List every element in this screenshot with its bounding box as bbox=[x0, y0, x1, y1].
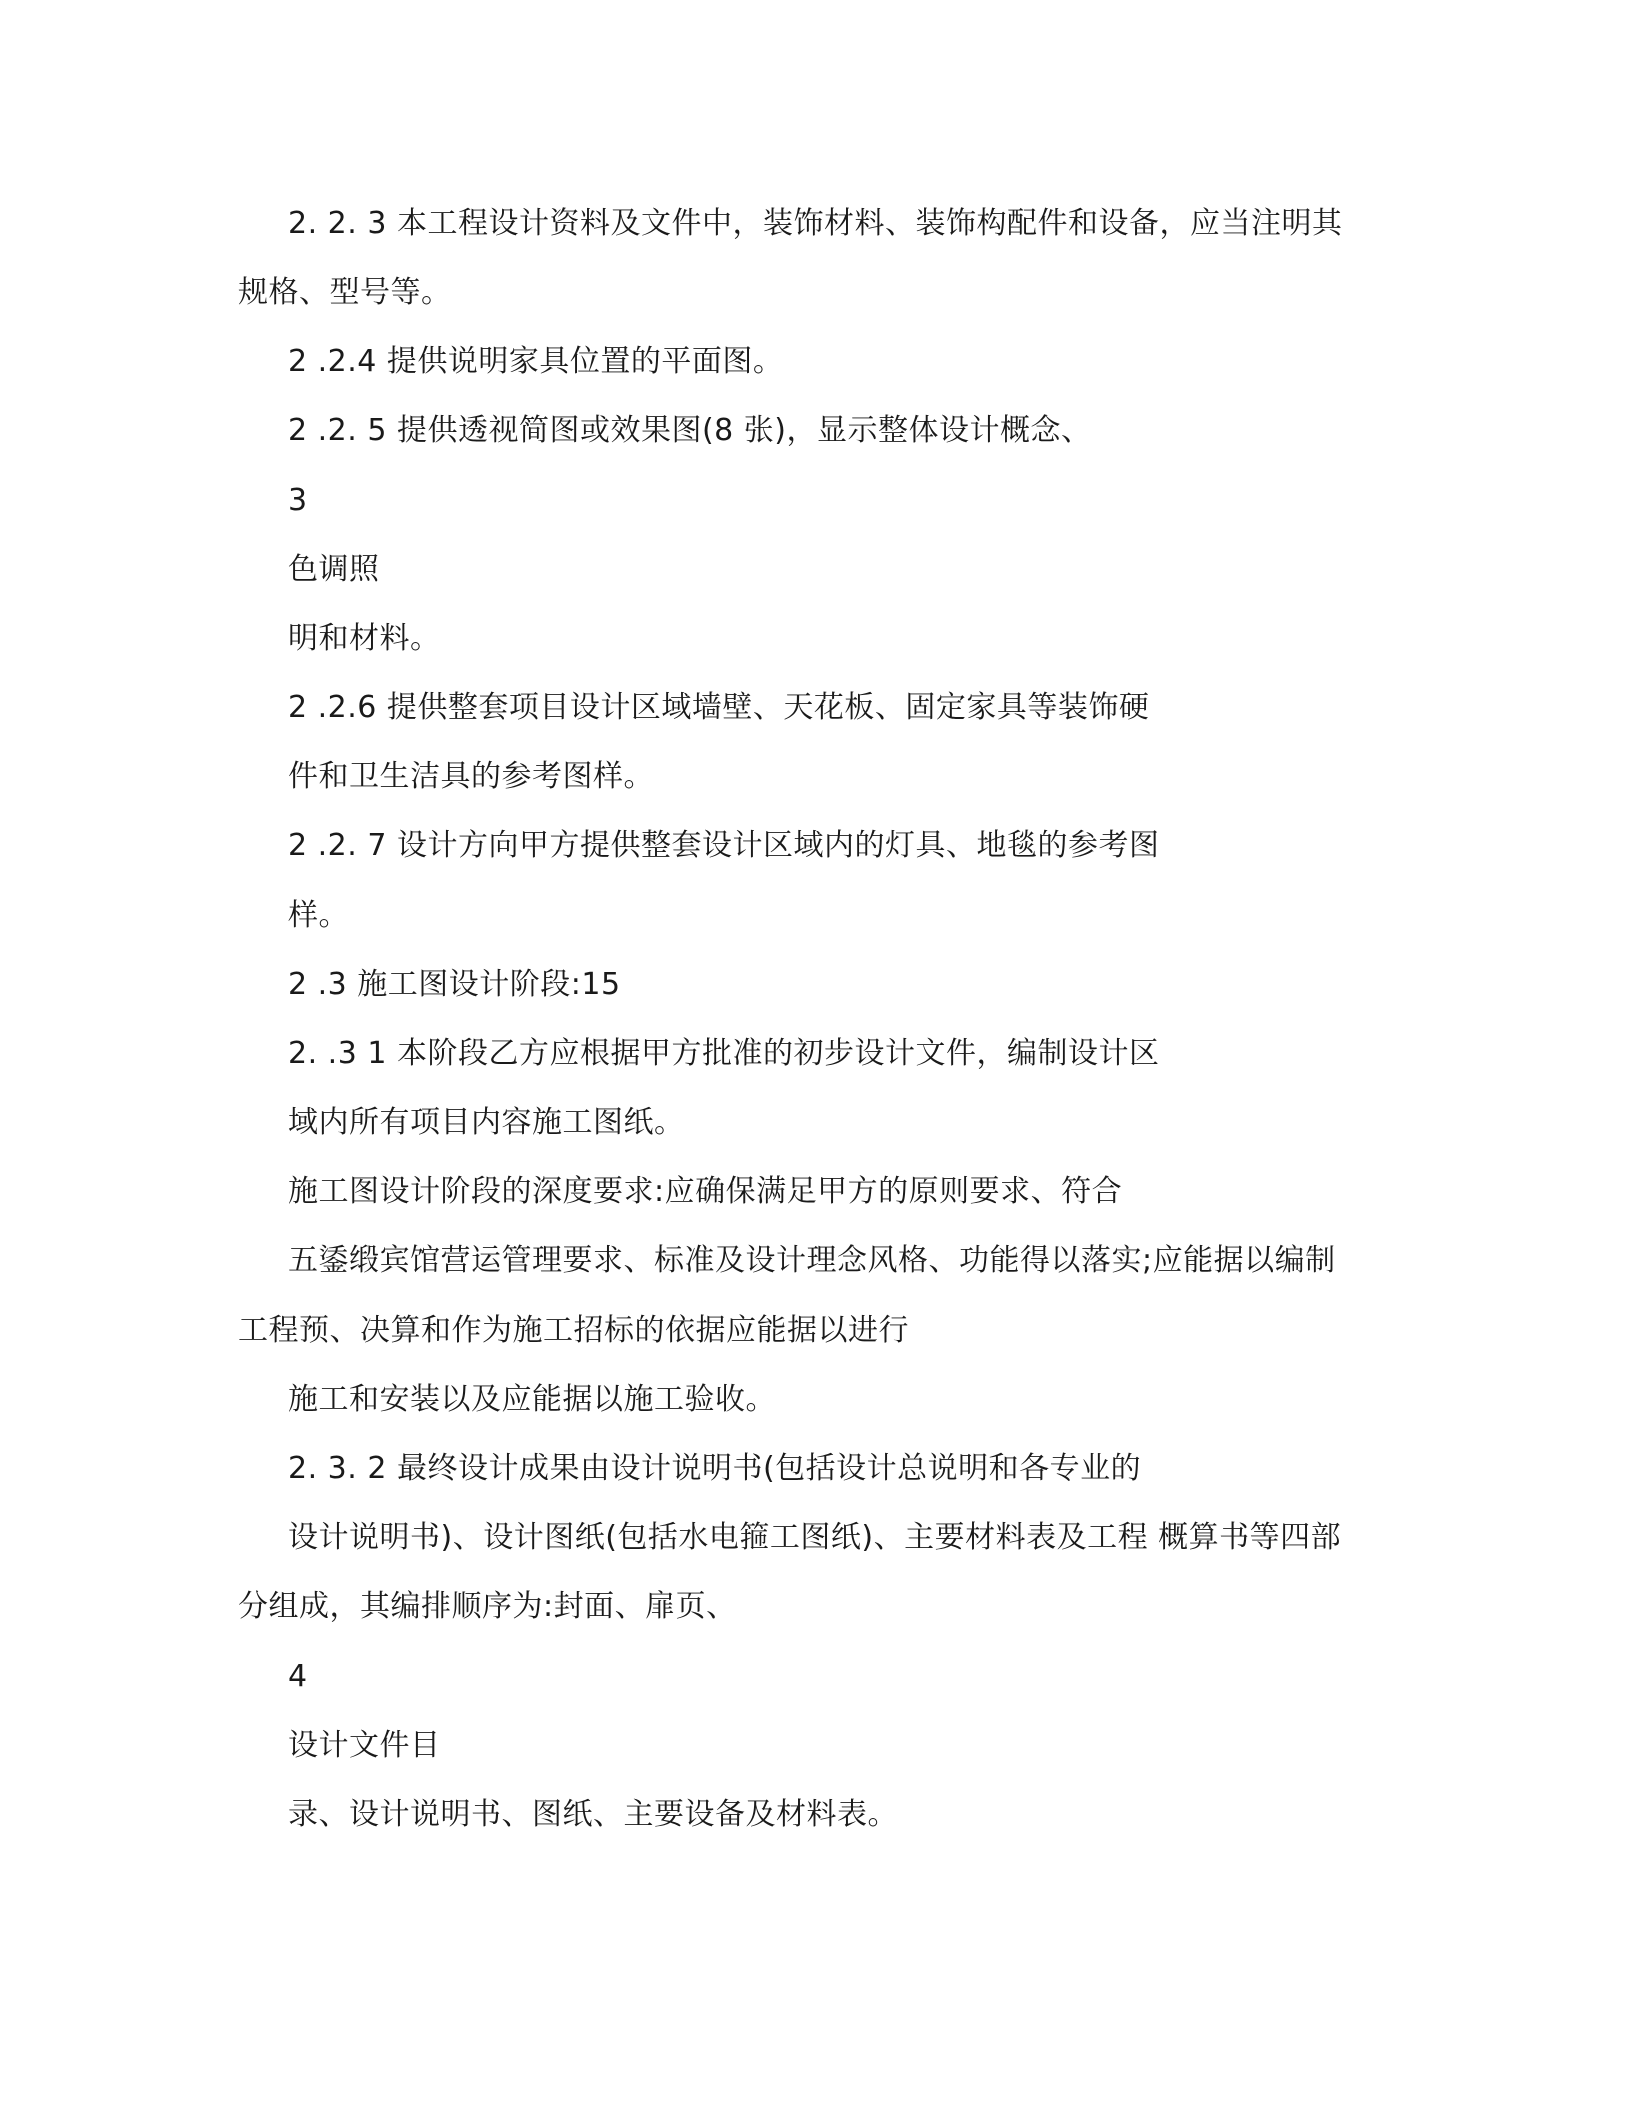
text-line: 2 .2.6 提供整套项目设计区域墙壁、天花板、固定家具等装饰硬 bbox=[288, 690, 1150, 725]
text-line: 件和卫生洁具的参考图样。 bbox=[288, 759, 654, 794]
text-line: 规格、型号等。 bbox=[238, 275, 452, 310]
text-line: 2 .2.4 提供说明家具位置的平面图。 bbox=[288, 344, 784, 379]
text-line: 2. .3 1 本阶段乙方应根据甲方批准的初步设计文件，编制设计区 bbox=[288, 1036, 1160, 1071]
text-line: 录、设计说明书、图纸、主要设备及材料表。 bbox=[288, 1797, 898, 1832]
text-line: 设计文件目 bbox=[288, 1728, 441, 1763]
section-heading: 2 .3 施工图设计阶段:15 bbox=[288, 967, 621, 1002]
text-line: 2. 2. 3 本工程设计资料及文件中，装饰材料、装饰构配件和设备，应当注明其 bbox=[288, 206, 1343, 241]
text-line: 施工和安装以及应能据以施工验收。 bbox=[288, 1382, 776, 1417]
text-line: 域内所有项目内容施工图纸。 bbox=[288, 1105, 685, 1140]
text-line: 设计说明书)、设计图纸(包括水电箍工图纸)、主要材料表及工程 概算书等四部 bbox=[288, 1520, 1342, 1555]
text-line: 分组成，其编排顺序为:封面、扉页、 bbox=[238, 1589, 737, 1624]
text-line: 2 .2. 5 提供透视简图或效果图(8 张)，显示整体设计概念、 bbox=[288, 413, 1092, 448]
text-line: 工程预、决算和作为施工招标的依据应能据以进行 bbox=[238, 1313, 909, 1348]
text-line: 明和材料。 bbox=[288, 621, 441, 656]
text-line: 色调照 bbox=[288, 552, 380, 587]
page-number: 4 bbox=[288, 1659, 308, 1694]
text-line: 施工图设计阶段的深度要求:应确保满足甲方的原则要求、符合 bbox=[288, 1174, 1123, 1209]
text-line: 2. 3. 2 最终设计成果由设计说明书(包括设计总说明和各专业的 bbox=[288, 1451, 1142, 1486]
text-line: 样。 bbox=[288, 898, 349, 933]
page-number: 3 bbox=[288, 483, 308, 518]
text-line: 2 .2. 7 设计方向甲方提供整套设计区域内的灯具、地毯的参考图 bbox=[288, 828, 1160, 863]
text-line: 五鋈缎宾馆营运管理要求、标准及设计理念风格、功能得以落实;应能据以编制 bbox=[288, 1243, 1336, 1278]
